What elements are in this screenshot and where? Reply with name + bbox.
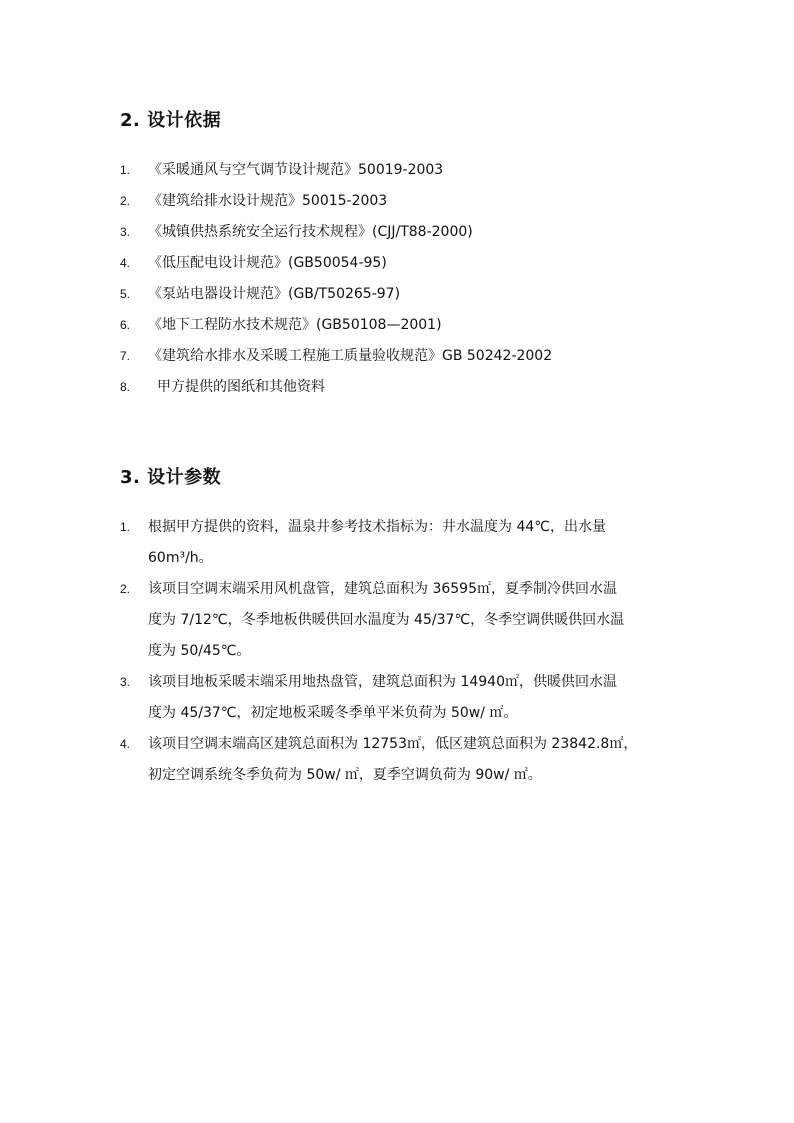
list-item-number: 4. bbox=[120, 256, 131, 270]
list-item-number: 8. bbox=[120, 380, 131, 394]
list-item bbox=[0, 667, 680, 729]
list-item-text: 《城镇供热系统安全运行技术规程》(CJJ/T88-2000) bbox=[148, 224, 473, 240]
list-item-number: 1. bbox=[120, 520, 131, 534]
list-item bbox=[0, 729, 680, 791]
list-item-number: 1. bbox=[120, 163, 131, 177]
list-item-number: 3. bbox=[120, 675, 131, 689]
list-item-number: 6. bbox=[120, 318, 131, 332]
list-item-number: 2. bbox=[120, 582, 131, 596]
paragraph-line: 初定空调系统冬季负荷为 50w/ ㎡，夏季空调负荷为 90w/ ㎡。 bbox=[148, 767, 542, 783]
paragraph-line: 度为 7/12℃，冬季地板供暖供回水温度为 45/37℃，冬季空调供暖供回水温 bbox=[148, 612, 625, 628]
paragraph-line: 度为 50/45℃。 bbox=[148, 643, 251, 659]
list-item-number: 3. bbox=[120, 225, 131, 239]
design-parameters-list bbox=[0, 512, 680, 791]
list-item-text: 《泵站电器设计规范》(GB/T50265-97) bbox=[148, 286, 401, 302]
list-item-text: 《采暖通风与空气调节设计规范》50019-2003 bbox=[148, 162, 444, 178]
paragraph-line: 该项目地板采暖末端采用地热盘管，建筑总面积为 14940㎡，供暖供回水温 bbox=[148, 674, 617, 690]
list-item bbox=[0, 512, 680, 574]
list-item-text: 《低压配电设计规范》(GB50054-95) bbox=[148, 255, 387, 271]
paragraph-line: 该项目空调末端采用风机盘管，建筑总面积为 36595㎡，夏季制冷供回水温 bbox=[148, 581, 617, 597]
section-heading-design-parameters: 3. 设计参数 bbox=[120, 467, 222, 488]
paragraph-line: 60m³/h。 bbox=[148, 550, 213, 566]
paragraph-line: 根据甲方提供的资料，温泉井参考技术指标为：井水温度为 44℃，出水量 bbox=[148, 519, 606, 535]
list-item-number: 2. bbox=[120, 194, 131, 208]
list-item-number: 7. bbox=[120, 349, 131, 363]
list-item-text: 甲方提供的图纸和其他资料 bbox=[157, 379, 325, 395]
list-item-text: 《地下工程防水技术规范》(GB50108—2001) bbox=[148, 317, 442, 333]
paragraph-line: 该项目空调末端高区建筑总面积为 12753㎡，低区建筑总面积为 23842.8㎡， bbox=[148, 736, 638, 752]
list-item-text: 《建筑给排水设计规范》50015-2003 bbox=[148, 193, 388, 209]
list-item-number: 5. bbox=[120, 287, 131, 301]
list-item-text: 《建筑给水排水及采暖工程施工质量验收规范》GB 50242-2002 bbox=[148, 348, 553, 364]
list-item-number: 4. bbox=[120, 737, 131, 751]
list-item bbox=[0, 574, 680, 667]
section-heading-design-basis: 2. 设计依据 bbox=[120, 110, 222, 131]
paragraph-line: 度为 45/37℃，初定地板采暖冬季单平米负荷为 50w/ ㎡。 bbox=[148, 705, 518, 721]
